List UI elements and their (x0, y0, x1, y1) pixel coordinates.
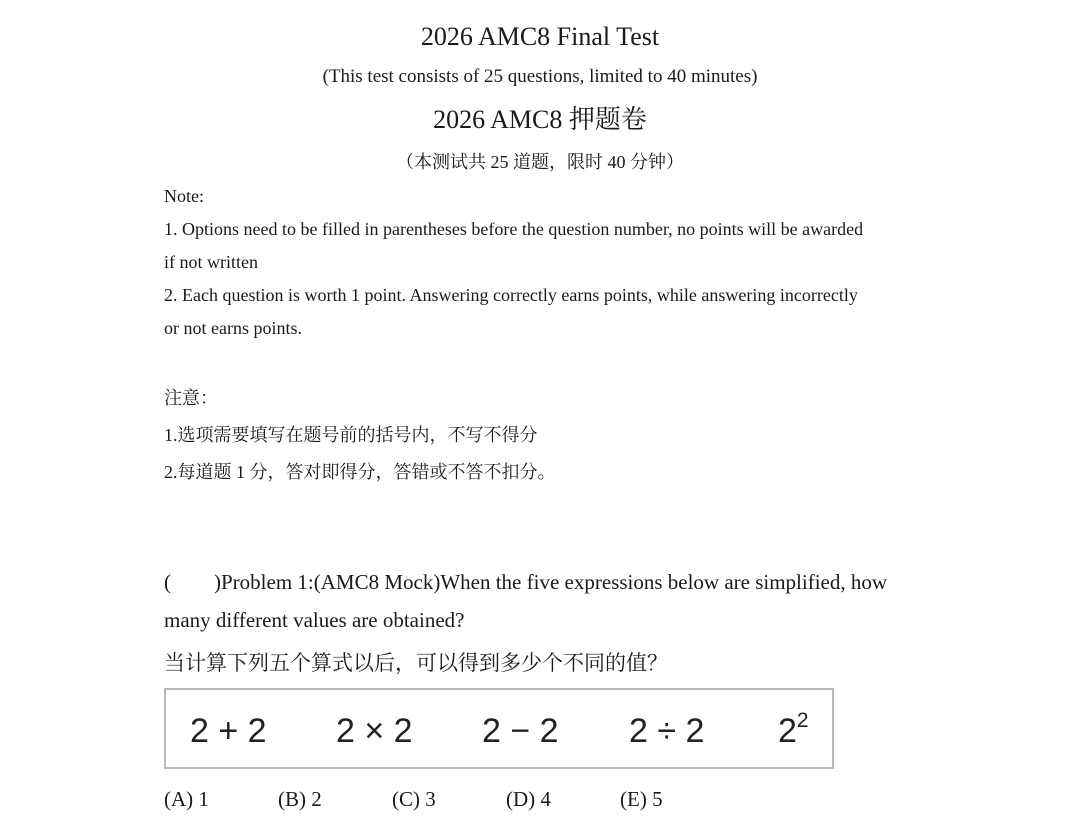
expression-power (778, 709, 809, 750)
note-line-1-chinese: 1.选项需要填写在题号前的括号内，不写不得分 (164, 425, 538, 445)
choice-a: (A) 1 (164, 787, 209, 811)
power-exponent: 2 (796, 709, 809, 732)
test-subtitle: (This test consists of 25 questions, limited to 40 minutes) (322, 66, 758, 87)
choice-b: (B) 2 (278, 787, 322, 811)
answer-paren-open: ( (164, 570, 171, 594)
note-line-1: 1. Options need to be filled in parentheses before the question number, no points will be awarded (164, 219, 864, 239)
test-title: 2026 AMC8 Final Test (420, 22, 660, 51)
note-line-2-chinese: 2.每道题 1 分，答对即得分，答错或不答不扣分。 (164, 462, 556, 482)
problem-1-statement: Problem 1:(AMC8 Mock)When the five expressions below are simplified, how (221, 570, 888, 594)
note-heading: Note: (164, 186, 204, 206)
note-line-2: 2. Each question is worth 1 point. Answering correctly earns points, while answering incorrectly (164, 285, 858, 305)
note-line-1-continued: if not written (164, 252, 258, 272)
choice-e: (E) 5 (620, 787, 663, 811)
expression-division: 2 ÷ 2 (629, 712, 705, 750)
problem-1-statement-chinese: 当计算下列五个算式以后，可以得到多少个不同的值？ (164, 651, 668, 675)
test-subtitle-chinese: （本测试共 25 道题，限时 40 分钟） (396, 152, 684, 172)
choice-c: (C) 3 (392, 787, 436, 811)
choice-d: (D) 4 (506, 787, 551, 811)
problem-1-statement-continued: many different values are obtained? (164, 608, 465, 632)
power-base: 2 (778, 712, 797, 750)
expression-multiplication: 2 × 2 (336, 712, 413, 750)
test-title-chinese: 2026 AMC8 押题卷 (433, 105, 647, 134)
answer-paren-close: ) (214, 570, 221, 594)
expression-addition: 2 + 2 (190, 712, 267, 750)
note-heading-chinese: 注意： (164, 388, 218, 408)
expressions-box (164, 688, 834, 769)
expression-subtraction: 2 − 2 (482, 712, 559, 750)
note-line-2-continued: or not earns points. (164, 318, 302, 338)
